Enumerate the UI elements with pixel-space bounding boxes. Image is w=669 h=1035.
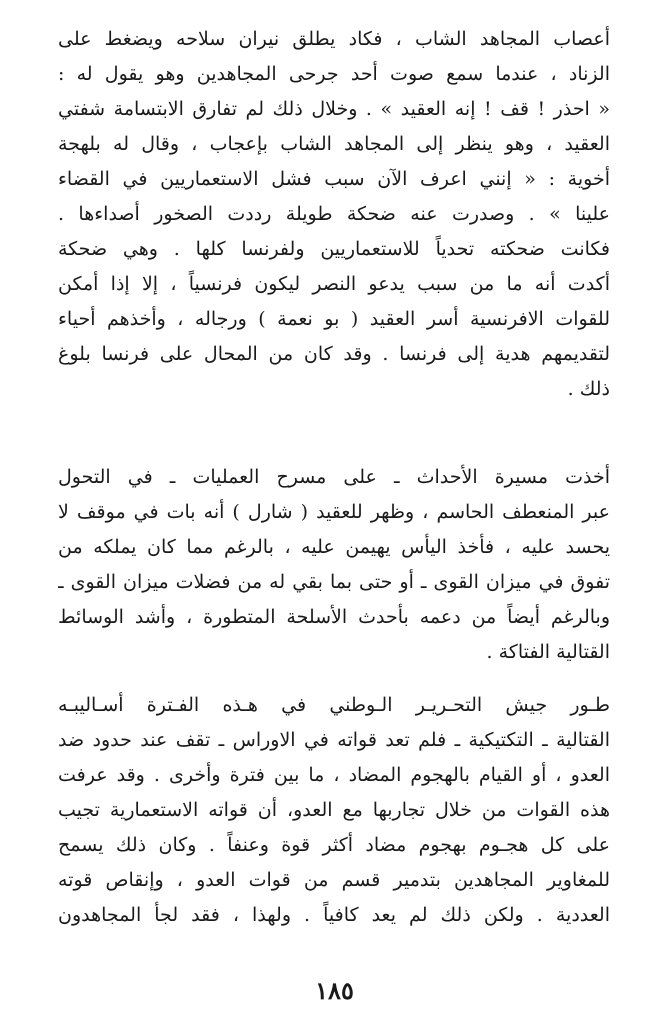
text-line: لتقديمهم هدية إلى فرنسا . وقد كان من المحال على فرنسا بلوغ — [58, 343, 610, 365]
text-line: أعصاب المجاهد الشاب ، فكاد يطلق نيران سلاحه ويضغط على — [58, 28, 610, 50]
text-line: الزناد ، عندما سمع صوت أحد جرحى المجاهدين وهو يقول له : — [58, 63, 610, 85]
text-line: طـور جيش التحـريـر الـوطني في هـذه الفـترة أسـاليبـه — [58, 694, 610, 716]
text-line: للقوات الافرنسية أسر العقيد ( بو نعمة ) ورجاله ، وأخذهم أحياء — [58, 308, 610, 330]
paragraph-1 — [58, 22, 610, 407]
text-line: العددية . ولكن ذلك لم يعد كافياً . ولهذا ، فقد لجأ المجاهدون — [58, 904, 610, 926]
page-number: ١٨٥ — [315, 976, 354, 1005]
text-line: تفوق في ميزان القوى ـ أو حتى بما بقي له من فضلات ميزان القوى ـ — [58, 571, 610, 593]
text-line: العدو ، أو القيام بالهجوم المضاد ، ما بين فترة وأخرى . وقد عرفت — [58, 764, 610, 786]
text-line: يحسد عليه ، فأخذ اليأس يهيمن عليه ، بالرغم مما كان يملكه من — [58, 536, 610, 558]
text-line: علينا » . وصدرت عنه ضحكة طويلة رددت الصخور أصداءها . — [58, 203, 610, 225]
text-line: العقيد ، وهو ينظر إلى المجاهد الشاب بإعجاب ، وقال له بلهجة — [58, 133, 610, 155]
text-line: وبالرغم أيضاً من دعمه بأحدث الأسلحة المتطورة ، وأشد الوسائط — [58, 606, 610, 628]
text-line: أخوية : « إنني اعرف الآن سبب فشل الاستعماريين في القضاء — [58, 168, 610, 190]
text-line: أخذت مسيرة الأحداث ـ على مسرح العمليات ـ في التحول — [58, 466, 610, 488]
text-line: للمغاوير المجاهدين بتدمير قسم من قوات العدو ، وإنقاص قوته — [58, 869, 610, 891]
text-line: القتالية الفتاكة . — [486, 641, 610, 663]
text-line: القتالية ـ التكتيكية ـ فلم تعد قواته في الاوراس ـ تقف عند حدود ضد — [58, 729, 610, 751]
text-line: ذلك . — [567, 378, 610, 400]
text-line: أكدت أنه ما من سبب يدعو النصر ليكون فرنسياً ، إلا إذا أمكن — [58, 273, 610, 295]
text-line: فكانت ضحكته تحدياً للاستعماريين ولفرنسا كلها . وهي ضحكة — [58, 238, 610, 260]
paragraph-2 — [58, 460, 610, 670]
text-line: هذه القوات من خلال تجاربها مع العدو، أن قواته الاستعمارية تجيب — [58, 799, 610, 821]
paragraph-3 — [58, 688, 610, 933]
text-line: على كل هجـوم بهجوم مضاد أكثر قوة وعنفاً . وكان ذلك يسمح — [58, 834, 610, 856]
text-line: « احذر ! قف ! إنه العقيد » . وخلال ذلك لم تفارق الابتسامة شفتي — [58, 98, 610, 120]
text-line: عبر المنعطف الحاسم ، وظهر للعقيد ( شارل ) أنه بات في موقف لا — [58, 501, 610, 523]
